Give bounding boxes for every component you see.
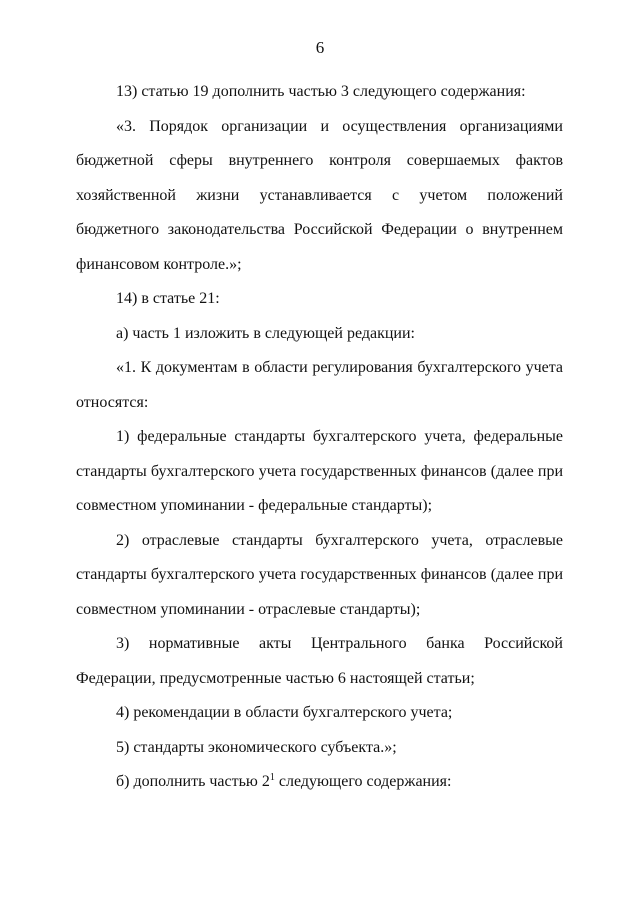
paragraph-list-5: 5) стандарты экономического субъекта.»; — [116, 738, 397, 756]
paragraph-list-3: 3) нормативные акты Центрального банка Российской Федерации, предусмотренные частью 6 настоящей статьи; — [76, 635, 563, 687]
paragraph-quoted-part-1: «1. К документам в области регулирования бухгалтерского учета относятся: — [76, 359, 563, 411]
paragraph-subitem-b-text-after: следующего содержания: — [274, 773, 452, 790]
paragraph-subitem-b-text: б) дополнить частью 2 — [116, 773, 270, 790]
paragraph-item-14: 14) в статье 21: — [116, 290, 220, 307]
superscript-part-number: 1 — [269, 772, 275, 783]
paragraph-list-4: 4) рекомендации в области бухгалтерского учета; — [116, 704, 453, 721]
paragraph-item-13: 13) статью 19 дополнить частью 3 следующего содержания: — [116, 83, 526, 100]
paragraph-list-2: 2) отраслевые стандарты бухгалтерского учета, отраслевые стандарты бухгалтерского учета государственных финансов (далее при совместном упоминании - отраслевые стандарты); — [76, 531, 563, 618]
paragraph-subitem-b — [76, 765, 563, 800]
paragraph-list-1: 1) федеральные стандарты бухгалтерского учета, федеральные стандарты бухгалтерского учета государственных финансов (далее при совместном упоминании - федеральные стандарты); — [76, 428, 563, 514]
paragraph-subitem-a: а) часть 1 изложить в следующей редакции: — [116, 324, 415, 342]
page-number: 6 — [315, 38, 325, 57]
document-body — [76, 75, 563, 800]
paragraph-quoted-part-3: «3. Порядок организации и осуществления организациями бюджетной сферы внутреннего контроля совершаемых фактов хозяйственной жизни устанавливается с учетом положений бюджетного законодательства Российской Федерации о внутреннем финансовом контроле.»; — [76, 117, 563, 273]
